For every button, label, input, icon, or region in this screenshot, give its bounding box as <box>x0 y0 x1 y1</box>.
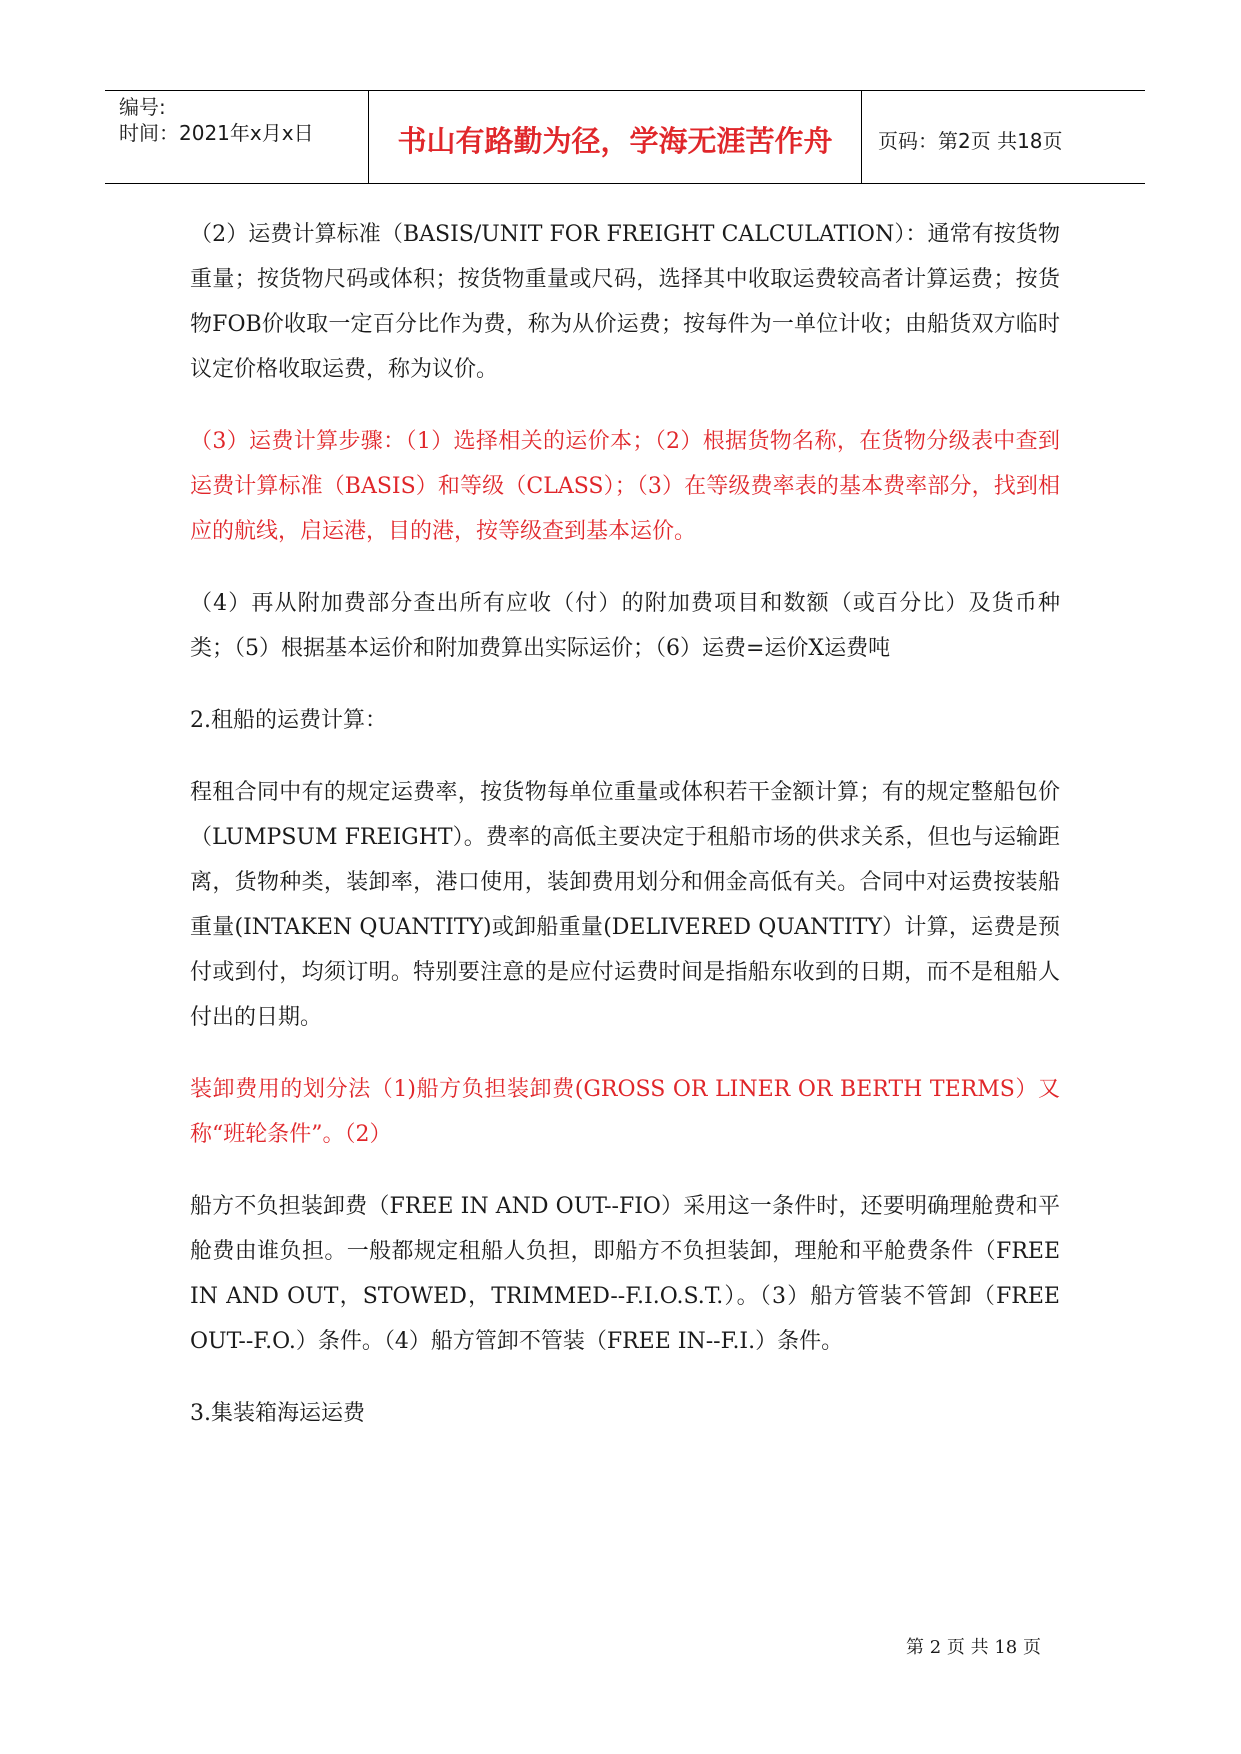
paragraph-calculation-steps: （3）运费计算步骤：（1）选择相关的运价本；（2）根据货物名称，在货物分级表中查到运费计算标准（BASIS）和等级（CLASS）；（3）在等级费率表的基本费率部分，找到相应的航线，启运港，目的港，按等级查到基本运价。 <box>190 429 1060 544</box>
header-page-cell <box>862 91 1145 183</box>
section-heading-container-freight: 3.集装箱海运运费 <box>190 1401 365 1426</box>
document-time-label: 时间：2021年x月x日 <box>119 121 314 145</box>
document-number-label: 编号: <box>119 95 166 119</box>
document-header <box>105 90 1145 184</box>
paragraph-fio-terms: 船方不负担装卸费（FREE IN AND OUT--FIO）采用这一条件时，还要明确理舱费和平舱费由谁负担。一般都规定租船人负担，即船方不负担装卸，理舱和平舱费条件（FREE IN AND OUT，STOWED，TRIMMED--F.I.O.S.T.）。（3）船方管装不管卸（FREE OUT--F.O.）条件。（4）船方管卸不管装（FREE IN--F.I.）条件。 <box>190 1194 1060 1354</box>
page-footer: 第 2 页 共 18 页 <box>906 1637 1041 1658</box>
paragraph-surcharges: （4）再从附加费部分查出所有应收（付）的附加费项目和数额（或百分比）及货币种类；（5）根据基本运价和附加费算出实际运价；（6）运费=运价X运费吨 <box>190 591 1060 661</box>
header-motto: 书山有路勤为径，学海无涯苦作舟 <box>397 124 833 158</box>
header-info-cell <box>105 91 369 183</box>
header-page-info: 页码：第2页 共18页 <box>878 129 1063 153</box>
header-motto-cell <box>369 91 862 183</box>
paragraph-freight-basis: （2）运费计算标准（BASIS/UNIT FOR FREIGHT CALCULATION）：通常有按货物重量；按货物尺码或体积；按货物重量或尺码，选择其中收取运费较高者计算运费；按货物FOB价收取一定百分比作为费，称为从价运费；按每件为一单位计收；由船货双方临时议定价格收取运费，称为议价。 <box>190 222 1060 382</box>
paragraph-charter-contract: 程租合同中有的规定运费率，按货物每单位重量或体积若干金额计算；有的规定整船包价（LUMPSUM FREIGHT）。费率的高低主要决定于租船市场的供求关系，但也与运输距离，货物种类，装卸率，港口使用，装卸费用划分和佣金高低有关。合同中对运费按装船重量(INTAKEN QUANTITY)或卸船重量(DELIVERED QUANTITY）计算，运费是预付或到付，均须订明。特别要注意的是应付运费时间是指船东收到的日期，而不是租船人付出的日期。 <box>190 780 1060 1030</box>
paragraph-loading-cost-division: 装卸费用的划分法（1)船方负担装卸费(GROSS OR LINER OR BERTH TERMS）又称“班轮条件”。（2） <box>190 1077 1060 1147</box>
document-body <box>190 212 1060 1463</box>
section-heading-charter-freight: 2.租船的运费计算： <box>190 708 387 733</box>
